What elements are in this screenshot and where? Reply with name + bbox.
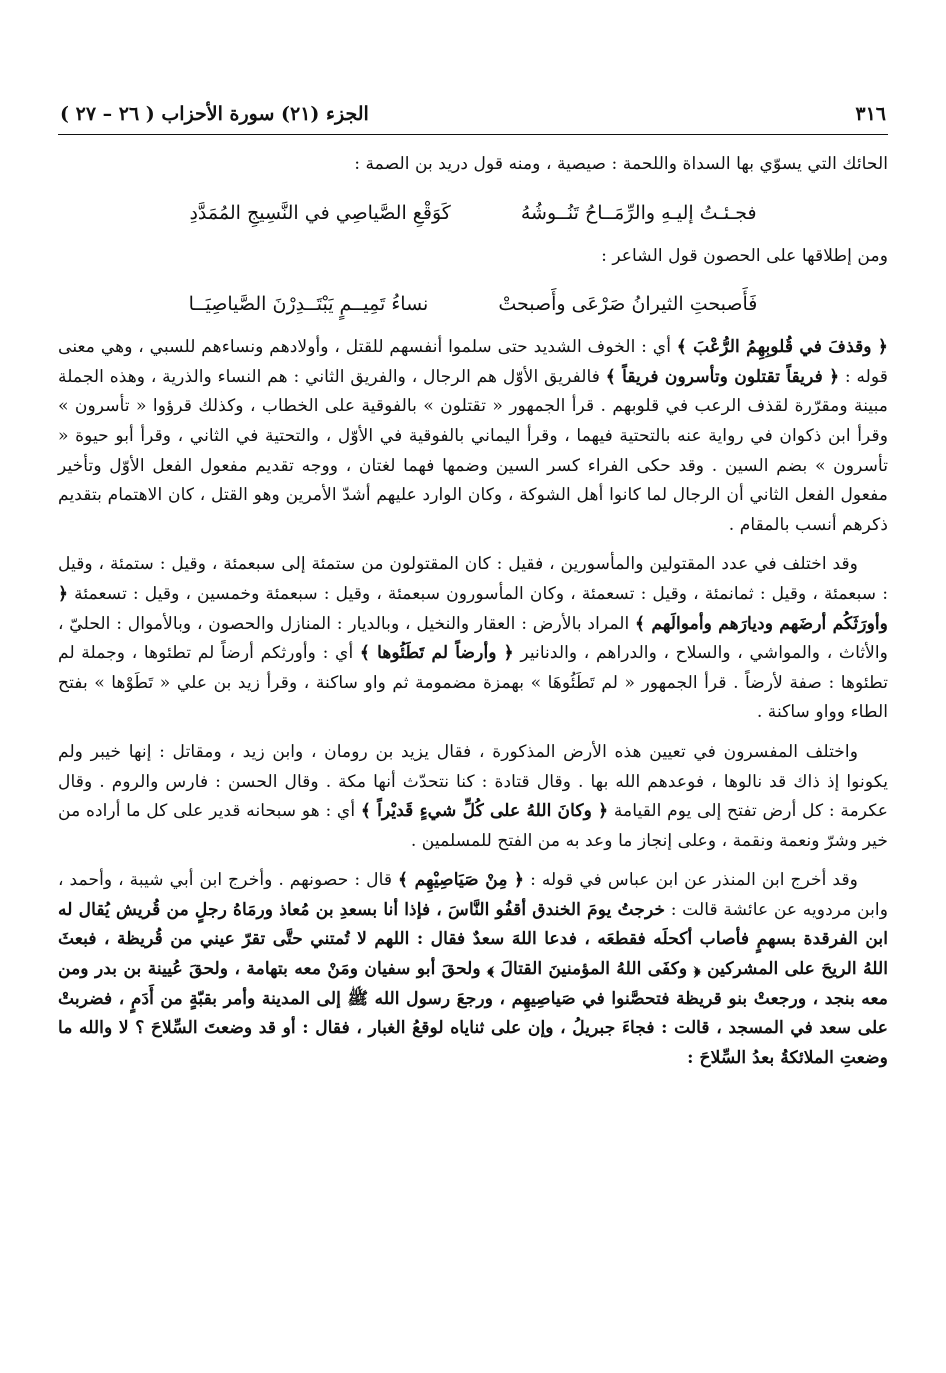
quran-quote: ﴿ فريقاً تقتلون وتأسرون فريقاً ﴾ — [605, 366, 840, 387]
verse-2-second-hemistich: نساءُ تَمِيــمٍ يَبْتَــدِرْنَ الصَّياصِيَــا — [188, 293, 429, 316]
verse-1-first-hemistich: فجـئـتُ إليـهِ والرِّمَــاحُ تَنُــوشُهُ — [520, 201, 757, 224]
quran-quote: ﴿ مِنْ صَيَاصِيْهِم ﴾ — [398, 870, 525, 891]
commentary-text: أي : الخوف الشديد حتى سلموا أنفسهم للقتل ، وأولادهم ونساءهم للسبي ، وهي معنى قوله : — [58, 337, 889, 387]
paragraph-fortress-usage: ومن إطلاقها على الحصون قول الشاعر : — [601, 245, 888, 266]
paragraph-intro: الحائك التي يسوّي بها السداة واللحمة : صيصية ، ومنه قول دريد بن الصمة : — [354, 154, 888, 174]
page-header — [60, 96, 886, 132]
commentary-text: أي : وأورثكم أرضاً لم تطئوها ، وجملة لم تطئوها : صفة لأرضاً . قرأ الجمهور « لم تَطَئُوهَا » بهمزة مضمومة ثم واو ساكنة ، وقرأ زيد بن علي « تَطَوْها » بفتح الطاء وواو ساكنة . — [58, 643, 888, 723]
quran-quote: ﴿ وكانَ اللهُ على كُلِّ شيءٍ قَديْراً ﴾ — [360, 801, 609, 822]
commentary-text: وقد أخرج ابن المنذر عن ابن عباس في قوله : — [524, 870, 858, 891]
paragraph-numbers — [58, 550, 888, 728]
commentary-text: وقد اختلف في عدد المقتولين والمأسورين ، فقيل : كان المقتولون من ستمئة إلى سبعمئة ، وقيل : ستمئة ، وقيل : سبعمئة ، وقيل : ثمانمئة ، وقيل : تسعمئة ، وكان المأسورون سبعمئة ، وقيل : سبعمئة وخمسين ، وقيل : تسعمئة — [58, 554, 888, 604]
hadith-text: خرجتُ يومَ الخندق أقفُو النَّاسَ ، فإذا أنا بسعدِ بن مُعاذ ورمَاهُ رجلٍ من قُريش يُقال له ابن الفرقدة بسهمٍ فأصاب أكحلَه فقطعَه ، فدعا اللهَ سعدٌ فقال : اللهم لا تُمتني حتَّى تقرّ عيني من قُريظة ، فبعثَ اللهُ الريحَ على المشركين — [58, 899, 888, 980]
quran-quote: ﴿ وكفَى اللهُ المؤمنينَ القتالَ ﴾ — [487, 959, 701, 980]
paragraph-land — [58, 738, 888, 856]
commentary-text: فالفريق الأوّل هم الرجال ، والفريق الثاني : هم النساء والذرية ، وهذه الجملة مبينة ومقرّرة لقذف الرعب في قلوبهم . قرأ الجمهور « تقتلون » بالفوقية على الخطاب ، وكذلك قرؤوا « تأسرون » وقرأ ابن ذكوان في رواية عنه بالتحتية فيهما ، وقرأ اليماني بالفوقية في الأوّل ، والتحتية في الثاني ، وقرأ أبو حيوة « تأسرون » بضم السين . وقد حكى الفراء كسر السين وضمها فهما لغتان ، ووجه تقديم مفعول الفعل الأوّل وتأخير مفعول الفعل الثاني أن الرجال لما كانوا أهل الشوكة ، وكان الوارد عليهم أشدّ الأمرين وهو القتل ، كان الاهتمام بتقديم ذكرهم أنسب بالمقام . — [58, 366, 888, 535]
header-rule — [58, 134, 888, 135]
quran-quote: ﴿ وقذفَ في قُلوبِهِمُ الرُّعْبَ ﴾ — [676, 337, 888, 358]
commentary-text: قال : حصونهم . وأخرج ابن أبي شيبة ، وأحمد ، وابن مردويه عن عائشة قالت : — [58, 870, 889, 920]
page-body — [58, 150, 888, 1083]
commentary-text: واختلف المفسرون في تعيين هذه الأرض المذكورة ، فقال يزيد بن رومان ، وابن زيد ، ومقاتل : إنها خيبر ولم يكونوا إذ ذاك قد نالوها ، فوعدهم الله بها . وقال قتادة : كنا نتحدّث أنها مكة . وقال الحسن : فارس والروم . وقال عكرمة : كل أرض تفتح إلى يوم القيامة — [58, 741, 889, 822]
quran-quote: ﴿ وأرضاً لم تَطَئُوها ﴾ — [359, 643, 514, 664]
commentary-text: المراد بالأرض : العقار والنخيل ، وبالديار : المنازل والحصون ، وبالأموال : الحليّ ، والأثاث ، والمواشي ، والسلاح ، والدراهم ، والدنانير — [58, 613, 888, 664]
quran-quote: ﴿ وأورَثَكُم أرضَهم وديارَهم وأموالَهم ﴾ — [58, 583, 888, 634]
commentary-text: أي : هو سبحانه قدير على كل ما أراده من خير وشرّ ونعمة ونقمة ، وعلى إنجاز ما وعد به من الفتح للمسلمين . — [58, 801, 888, 851]
verse-2-first-hemistich: فَأَصبحتِ الثيرانُ صَرْعَى وأَصبحتْ — [498, 293, 758, 316]
hadith-text: ولحقَ أبو سفيان ومَنْ معه بتهامة ، ولحقَ عُيينة بن بدر ومن معه بنجد ، ورجعتْ بنو قريظة فتحصَّنوا في صَياصِيهِم ، ورجعَ رسول الله ﷺ إلى المدينة وأمر بقبّةٍ من أَدَمٍ ، فضربتْ على سعد في المسجد ، قالت : فجاءَ جبريلُ ، وإن على ثناياه لوقعُ الغبار ، فقال : أو قد وضعتَ السِّلاحَ ؟ لا والله ما وضعتِ الملائكةُ بعدُ السِّلاحَ : — [58, 959, 888, 1068]
paragraph-narrations — [58, 866, 888, 1073]
page-number: ٣١٦ — [855, 103, 886, 125]
running-title: الجزء (٢١) سورة الأحزاب ( ٢٦ – ٢٧ ) — [60, 103, 369, 125]
verse-line-1 — [58, 190, 888, 236]
paragraph-terror — [58, 333, 888, 540]
verse-1-second-hemistich: كَوَقْعِ الصَّياصِي في النَّسِيجِ المُمَدَّدِ — [189, 201, 451, 224]
verse-line-2 — [58, 281, 888, 327]
